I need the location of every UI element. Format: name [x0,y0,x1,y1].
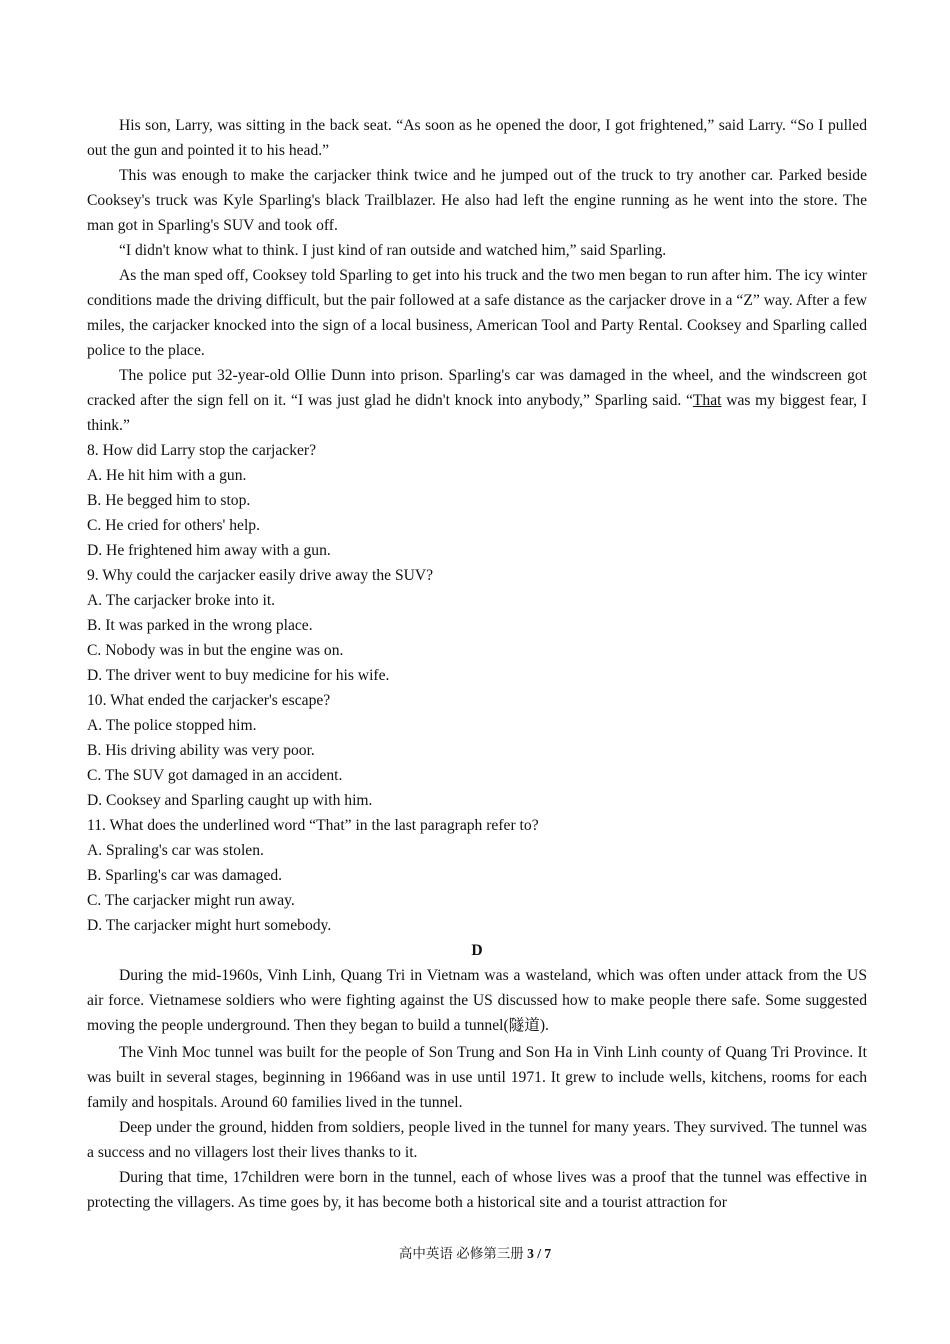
question-9 [87,563,867,688]
option-b: B. It was parked in the wrong place. [87,617,313,634]
option-c: C. Nobody was in but the engine was on. [87,642,344,659]
option-a: A. The police stopped him. [87,717,257,734]
option-c: C. The SUV got damaged in an accident. [87,767,343,784]
footer-label: 高中英语 必修第三册 [398,1246,528,1261]
passage-c-paragraph-5 [87,363,867,438]
last-paragraph-after: was my biggest fear, I think.” [87,392,867,434]
passage-c-paragraph-4: As the man sped off, Cooksey told Sparling to get into his truck and the two men began to run after him. The icy winter conditions made the driving difficult, but the pair followed at a safe distance as the carjacker drove in a “Z” way. After a few miles, the carjacker knocked into the sign of a local business, American Tool and Party Rental. Cooksey and Sparling called police to the place. [87,267,867,359]
passage-c-paragraph-1: His son, Larry, was sitting in the back seat. “As soon as he opened the door, I got frightened,” said Larry. “So I pulled out the gun and pointed it to his head.” [87,117,867,159]
option-d: D. The carjacker might hurt somebody. [87,917,332,934]
option-a: A. Spraling's car was stolen. [87,842,264,859]
option-c: C. The carjacker might run away. [87,892,295,909]
question-stem: 9. Why could the carjacker easily drive away the SUV? [87,567,434,584]
passage-d-paragraph-4: During that time, 17children were born in the tunnel, each of whose lives was a proof that the tunnel was effective in protecting the villagers. As time goes by, it has become both a historical site and a tourist attraction for [87,1169,867,1211]
option-b: B. His driving ability was very poor. [87,742,315,759]
passage-d-paragraph-2: The Vinh Moc tunnel was built for the people of Son Trung and Son Ha in Vinh Linh county of Quang Tri Province. It was built in several stages, beginning in 1966and was in use until 1971. It grew to include wells, kitchens, rooms for each family and hospitals. Around 60 families lived in the tunnel. [87,1044,867,1111]
question-stem: 10. What ended the carjacker's escape? [87,692,331,709]
question-stem: 8. How did Larry stop the carjacker? [87,442,317,459]
passage-c-paragraph-3: “I didn't know what to think. I just kind of ran outside and watched him,” said Sparling. [119,242,667,259]
option-d: D. The driver went to buy medicine for his wife. [87,667,390,684]
last-paragraph-before: The police put 32-year-old Ollie Dunn into prison. Sparling's car was damaged in the wheel, and the windscreen got cracked after the sign fell on it. “I was just glad he didn't knock into anybody,” Sparling said. “ [87,367,867,409]
section-heading-d: D [471,942,483,959]
question-11 [87,813,867,938]
document-page [87,113,867,1215]
option-d: D. Cooksey and Sparling caught up with him. [87,792,373,809]
option-b: B. Sparling's car was damaged. [87,867,283,884]
question-10 [87,688,867,813]
underlined-word: That [692,392,722,409]
passage-d-paragraph-3: Deep under the ground, hidden from soldiers, people lived in the tunnel for many years. They survived. The tunnel was a success and no villagers lost their lives thanks to it. [87,1119,867,1161]
passage-c-paragraph-2: This was enough to make the carjacker think twice and he jumped out of the truck to try another car. Parked beside Cooksey's truck was Kyle Sparling's black Trailblazer. He also had left the engine running as he went into the store. The man got in Sparling's SUV and took off. [87,167,867,234]
page-footer [0,1244,950,1264]
page-number: 3 / 7 [527,1246,552,1261]
question-stem: 11. What does the underlined word “That” in the last paragraph refer to? [87,817,539,834]
option-a: A. He hit him with a gun. [87,467,247,484]
question-8 [87,438,867,563]
option-b: B. He begged him to stop. [87,492,251,509]
option-d: D. He frightened him away with a gun. [87,542,331,559]
passage-d-paragraph-1: During the mid-1960s, Vinh Linh, Quang Tri in Vietnam was a wasteland, which was often under attack from the US air force. Vietnamese soldiers who were fighting against the US discussed how to make people there safe. Some suggested moving the people underground. Then they began to build a tunnel(隧道). [87,967,867,1034]
option-a: A. The carjacker broke into it. [87,592,276,609]
option-c: C. He cried for others' help. [87,517,260,534]
